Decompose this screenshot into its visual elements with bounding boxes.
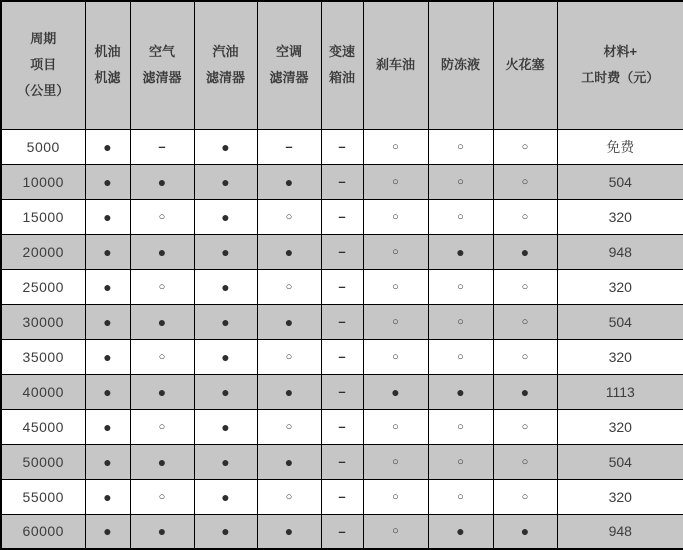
fuel-filter-mark-filled: ● [194, 514, 257, 549]
engine-oil-filter-mark-filled: ● [85, 304, 130, 339]
fuel-filter-mark-filled: ● [194, 269, 257, 304]
antifreeze-mark-hollow: ○ [428, 164, 493, 199]
header-label: 机滤 [94, 70, 121, 86]
air-filter-mark-hollow: ○ [130, 409, 194, 444]
cost-cell: 320 [557, 269, 683, 304]
antifreeze-mark-hollow: ○ [428, 479, 493, 514]
cost-cell: 320 [557, 339, 683, 374]
gearbox-oil-mark-dash: – [321, 514, 363, 549]
brake-fluid-mark-hollow: ○ [363, 304, 428, 339]
period-km-cell: 55000 [1, 479, 85, 514]
fuel-filter-mark-filled: ● [194, 444, 257, 479]
air-filter-mark-hollow: ○ [130, 199, 194, 234]
engine-oil-filter-mark-filled: ● [85, 269, 130, 304]
engine-oil-filter-mark-filled: ● [85, 164, 130, 199]
engine-oil-filter-mark-filled: ● [85, 409, 130, 444]
spark-plug-mark-filled: ● [493, 374, 557, 409]
gearbox-oil-mark-dash: – [321, 304, 363, 339]
fuel-filter-mark-filled: ● [194, 409, 257, 444]
table-header [1, 1, 683, 129]
cost-cell: 320 [557, 199, 683, 234]
air-filter-mark-filled: ● [130, 164, 194, 199]
cost-cell: 免费 [557, 129, 683, 164]
engine-oil-filter-mark-filled: ● [85, 479, 130, 514]
period-km-cell: 15000 [1, 199, 85, 234]
brake-fluid-mark-hollow: ○ [363, 479, 428, 514]
header-cell-air-filter [130, 1, 194, 129]
spark-plug-mark-hollow: ○ [493, 409, 557, 444]
gearbox-oil-mark-dash: – [321, 269, 363, 304]
table-row-20000 [1, 234, 683, 269]
brake-fluid-mark-hollow: ○ [363, 199, 428, 234]
cost-cell: 320 [557, 409, 683, 444]
period-km-cell: 5000 [1, 129, 85, 164]
gearbox-oil-mark-dash: – [321, 129, 363, 164]
spark-plug-mark-hollow: ○ [493, 269, 557, 304]
brake-fluid-mark-hollow: ○ [363, 269, 428, 304]
fuel-filter-mark-filled: ● [194, 479, 257, 514]
ac-filter-mark-filled: ● [257, 514, 321, 549]
table-row-60000 [1, 514, 683, 549]
ac-filter-mark-hollow: ○ [257, 269, 321, 304]
header-label: 材料+ [603, 44, 638, 60]
header-label: 滤清器 [142, 70, 182, 86]
header-cell-antifreeze [428, 1, 493, 129]
header-cell-brake-fluid [363, 1, 428, 129]
antifreeze-mark-hollow: ○ [428, 304, 493, 339]
cost-cell: 948 [557, 234, 683, 269]
air-filter-mark-hollow: ○ [130, 269, 194, 304]
brake-fluid-mark-hollow: ○ [363, 409, 428, 444]
air-filter-mark-hollow: ○ [130, 479, 194, 514]
spark-plug-mark-filled: ● [493, 514, 557, 549]
spark-plug-mark-hollow: ○ [493, 199, 557, 234]
air-filter-mark-hollow: ○ [130, 339, 194, 374]
table-row-10000 [1, 164, 683, 199]
cost-cell: 504 [557, 444, 683, 479]
gearbox-oil-mark-dash: – [321, 164, 363, 199]
spark-plug-mark-hollow: ○ [493, 164, 557, 199]
brake-fluid-mark-hollow: ○ [363, 164, 428, 199]
fuel-filter-mark-filled: ● [194, 374, 257, 409]
header-cell-spark-plug [493, 1, 557, 129]
fuel-filter-mark-filled: ● [194, 164, 257, 199]
gearbox-oil-mark-dash: – [321, 444, 363, 479]
antifreeze-mark-filled: ● [428, 234, 493, 269]
spark-plug-mark-hollow: ○ [493, 479, 557, 514]
antifreeze-mark-hollow: ○ [428, 129, 493, 164]
gearbox-oil-mark-dash: – [321, 479, 363, 514]
header-label: 项目 [30, 57, 57, 73]
header-cell-engine-oil-filter [85, 1, 130, 129]
spark-plug-mark-filled: ● [493, 234, 557, 269]
table-row-45000 [1, 409, 683, 444]
header-label: 箱油 [328, 70, 355, 86]
header-cell-gearbox-oil [321, 1, 363, 129]
table-row-5000 [1, 129, 683, 164]
header-label: 变速 [328, 44, 355, 60]
spark-plug-mark-hollow: ○ [493, 304, 557, 339]
period-km-cell: 35000 [1, 339, 85, 374]
antifreeze-mark-hollow: ○ [428, 269, 493, 304]
header-cell-cost [557, 1, 683, 129]
table-row-55000 [1, 479, 683, 514]
antifreeze-mark-filled: ● [428, 514, 493, 549]
gearbox-oil-mark-dash: – [321, 374, 363, 409]
fuel-filter-mark-filled: ● [194, 129, 257, 164]
antifreeze-mark-hollow: ○ [428, 409, 493, 444]
header-label: 周期 [30, 31, 57, 47]
spark-plug-mark-hollow: ○ [493, 339, 557, 374]
table-body [1, 129, 683, 549]
fuel-filter-mark-filled: ● [194, 339, 257, 374]
spark-plug-mark-hollow: ○ [493, 129, 557, 164]
spark-plug-mark-hollow: ○ [493, 444, 557, 479]
air-filter-mark-filled: ● [130, 304, 194, 339]
air-filter-mark-filled: ● [130, 444, 194, 479]
period-km-cell: 60000 [1, 514, 85, 549]
engine-oil-filter-mark-filled: ● [85, 129, 130, 164]
gearbox-oil-mark-dash: – [321, 199, 363, 234]
brake-fluid-mark-hollow: ○ [363, 444, 428, 479]
header-label: 滤清器 [269, 70, 309, 86]
table-row-25000 [1, 269, 683, 304]
antifreeze-mark-hollow: ○ [428, 339, 493, 374]
antifreeze-mark-hollow: ○ [428, 199, 493, 234]
air-filter-mark-filled: ● [130, 374, 194, 409]
header-cell-fuel-filter [194, 1, 257, 129]
engine-oil-filter-mark-filled: ● [85, 374, 130, 409]
header-label: 刹车油 [375, 57, 415, 73]
period-km-cell: 50000 [1, 444, 85, 479]
header-label: 空气 [148, 44, 175, 60]
antifreeze-mark-filled: ● [428, 374, 493, 409]
cost-cell: 320 [557, 479, 683, 514]
header-label: 空调 [275, 44, 302, 60]
brake-fluid-mark-hollow: ○ [363, 234, 428, 269]
gearbox-oil-mark-dash: – [321, 234, 363, 269]
brake-fluid-mark-hollow: ○ [363, 129, 428, 164]
engine-oil-filter-mark-filled: ● [85, 199, 130, 234]
fuel-filter-mark-filled: ● [194, 199, 257, 234]
fuel-filter-mark-filled: ● [194, 304, 257, 339]
table-row-50000 [1, 444, 683, 479]
period-km-cell: 30000 [1, 304, 85, 339]
period-km-cell: 10000 [1, 164, 85, 199]
brake-fluid-mark-filled: ● [363, 374, 428, 409]
engine-oil-filter-mark-filled: ● [85, 234, 130, 269]
cost-cell: 948 [557, 514, 683, 549]
header-row [1, 1, 683, 129]
header-label: 滤清器 [205, 70, 245, 86]
engine-oil-filter-mark-filled: ● [85, 444, 130, 479]
antifreeze-mark-hollow: ○ [428, 444, 493, 479]
ac-filter-mark-filled: ● [257, 304, 321, 339]
air-filter-mark-dash: – [130, 129, 194, 164]
header-label: 汽油 [212, 44, 239, 60]
engine-oil-filter-mark-filled: ● [85, 514, 130, 549]
header-label: 工时费（元） [581, 70, 660, 86]
cost-cell: 504 [557, 164, 683, 199]
period-km-cell: 20000 [1, 234, 85, 269]
brake-fluid-mark-hollow: ○ [363, 339, 428, 374]
ac-filter-mark-filled: ● [257, 234, 321, 269]
ac-filter-mark-hollow: ○ [257, 479, 321, 514]
ac-filter-mark-filled: ● [257, 164, 321, 199]
engine-oil-filter-mark-filled: ● [85, 339, 130, 374]
air-filter-mark-filled: ● [130, 234, 194, 269]
fuel-filter-mark-filled: ● [194, 234, 257, 269]
header-label: 防冻液 [440, 57, 480, 73]
table-row-35000 [1, 339, 683, 374]
cost-cell: 1113 [557, 374, 683, 409]
header-label: 火花塞 [505, 57, 545, 73]
air-filter-mark-filled: ● [130, 514, 194, 549]
table-row-15000 [1, 199, 683, 234]
ac-filter-mark-hollow: ○ [257, 339, 321, 374]
header-cell-ac-filter [257, 1, 321, 129]
ac-filter-mark-hollow: ○ [257, 199, 321, 234]
header-label: 机油 [94, 44, 121, 60]
table-row-30000 [1, 304, 683, 339]
header-cell-period-km [1, 1, 85, 129]
period-km-cell: 45000 [1, 409, 85, 444]
table-row-40000 [1, 374, 683, 409]
ac-filter-mark-filled: ● [257, 444, 321, 479]
cost-cell: 504 [557, 304, 683, 339]
ac-filter-mark-hollow: ○ [257, 409, 321, 444]
ac-filter-mark-filled: ● [257, 374, 321, 409]
gearbox-oil-mark-dash: – [321, 409, 363, 444]
header-label: （公里） [17, 83, 70, 99]
period-km-cell: 40000 [1, 374, 85, 409]
period-km-cell: 25000 [1, 269, 85, 304]
brake-fluid-mark-hollow: ○ [363, 514, 428, 549]
ac-filter-mark-dash: – [257, 129, 321, 164]
gearbox-oil-mark-dash: – [321, 339, 363, 374]
